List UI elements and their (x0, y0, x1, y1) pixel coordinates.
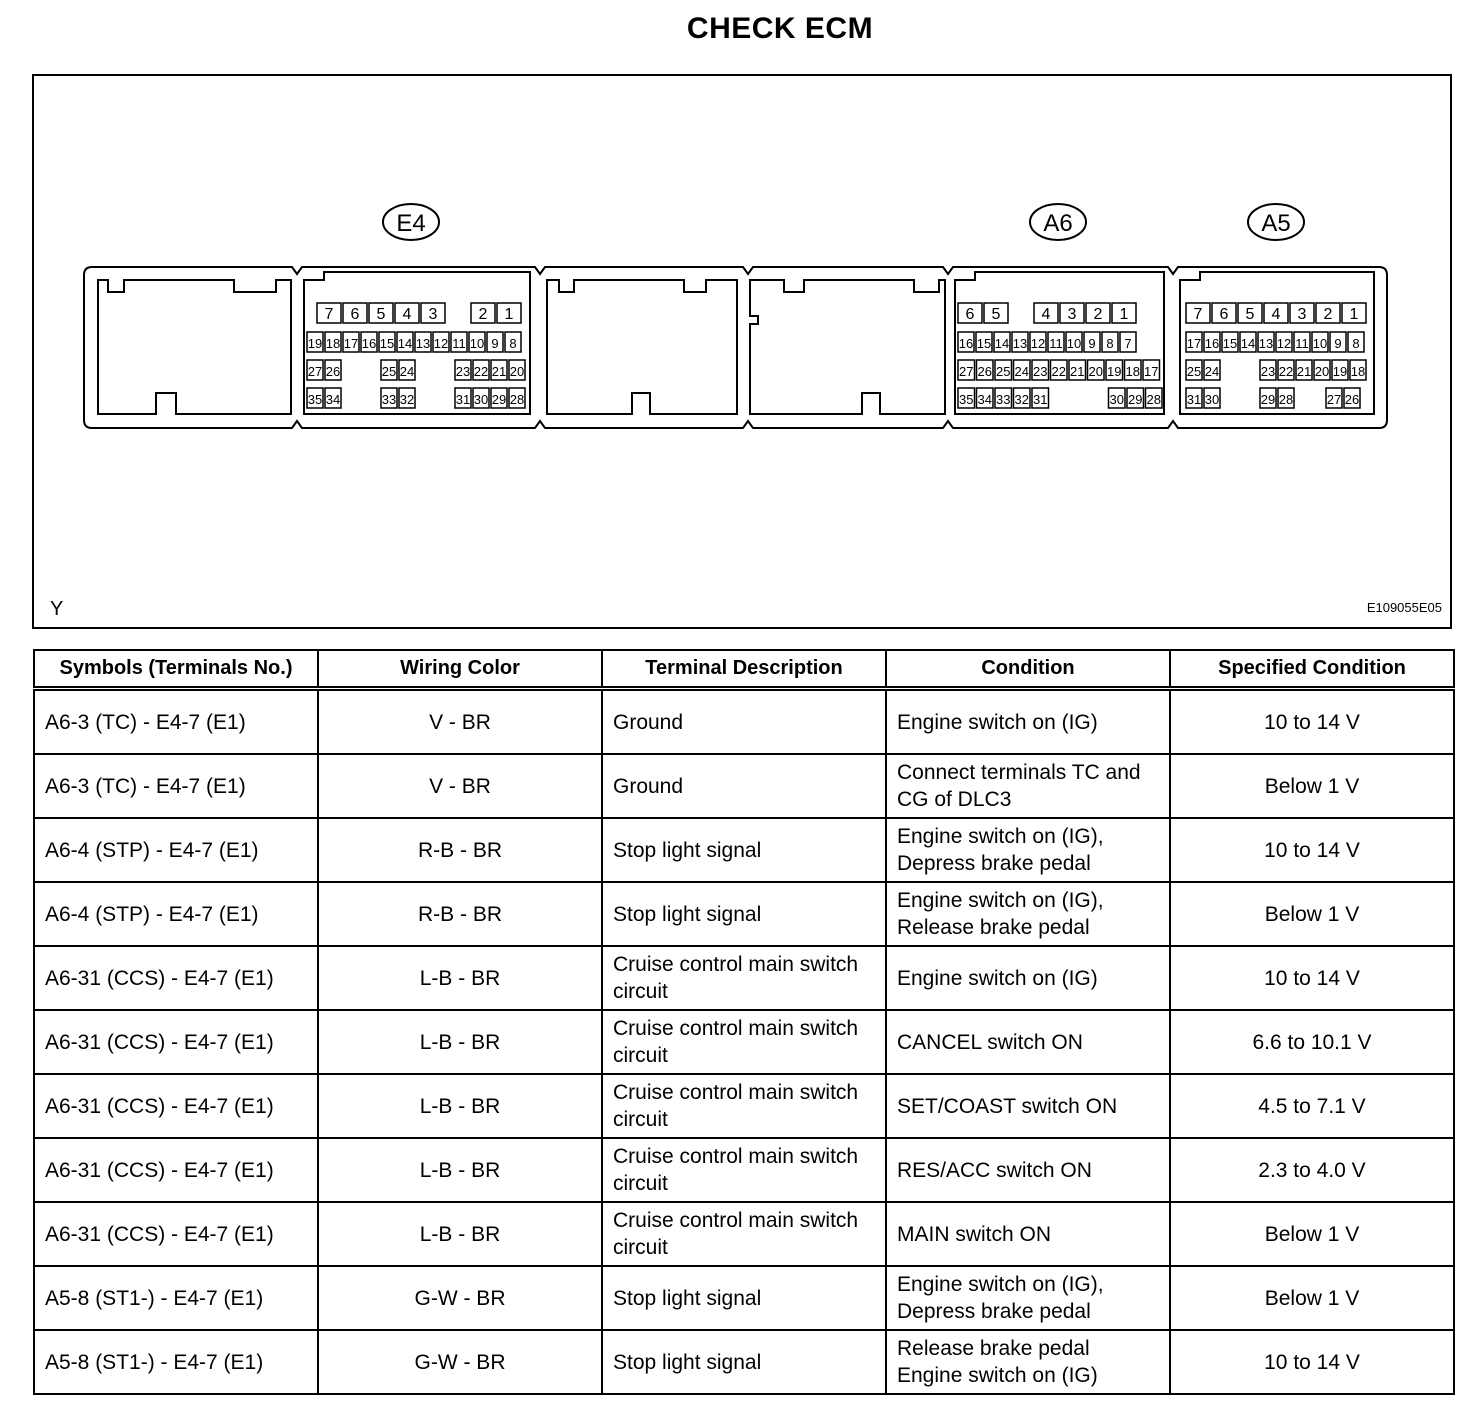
e4-pin-number: 5 (376, 306, 386, 323)
condition-cell (886, 946, 1170, 1010)
a5-pin-number: 31 (1186, 392, 1202, 407)
e4-pin-number: 35 (307, 392, 323, 407)
wiring-color-cell: G-W - BR (318, 1330, 602, 1394)
a5-pin-number: 23 (1260, 364, 1276, 379)
a6-pin-number: 10 (1066, 336, 1082, 351)
a6-pin-number: 33 (996, 392, 1011, 407)
e4-pin-number: 7 (324, 306, 334, 323)
a5-pin-number: 29 (1260, 392, 1276, 407)
e4-pin-number: 8 (509, 336, 517, 351)
terminal-description-cell: Cruise control main switch circuit (602, 946, 886, 1010)
a6-pin-number: 12 (1030, 336, 1046, 351)
a5-pin-number: 11 (1295, 336, 1309, 351)
a6-pin-number: 16 (958, 336, 974, 351)
symbols-cell: A6-31 (CCS) - E4-7 (E1) (34, 1202, 318, 1266)
e4-pin-number: 22 (473, 364, 489, 379)
wiring-color-cell: L-B - BR (318, 1138, 602, 1202)
condition-cell (886, 1266, 1170, 1330)
a6-pin-number: 26 (977, 364, 992, 379)
symbols-cell: A5-8 (ST1-) - E4-7 (E1) (34, 1330, 318, 1394)
a6-pin-number: 15 (976, 336, 992, 351)
a6-pin-number: 30 (1109, 392, 1124, 407)
terminal-description-cell: Cruise control main switch circuit (602, 1074, 886, 1138)
e4-pin-number: 2 (478, 306, 488, 323)
a6-pin-number: 6 (965, 306, 975, 323)
terminal-description-cell: Ground (602, 689, 886, 755)
specified-condition-cell: 10 to 14 V (1170, 1330, 1454, 1394)
symbols-cell: A6-31 (CCS) - E4-7 (E1) (34, 1074, 318, 1138)
table-row (34, 1010, 1454, 1074)
a6-pin-number: 31 (1033, 392, 1048, 407)
a5-pin-number: 15 (1222, 336, 1238, 351)
specified-condition-cell: 4.5 to 7.1 V (1170, 1074, 1454, 1138)
a5-pin-number: 2 (1323, 306, 1333, 323)
a6-pin-number: 8 (1106, 336, 1114, 351)
e4-pin-number: 10 (469, 336, 485, 351)
condition-line-1: CANCEL switch ON (897, 1030, 1083, 1054)
condition-line-2: Depress brake pedal (897, 1300, 1091, 1323)
a5-pin-number: 10 (1312, 336, 1328, 351)
e4-pin-number: 13 (415, 336, 431, 351)
symbols-cell: A5-8 (ST1-) - E4-7 (E1) (34, 1266, 318, 1330)
a5-pin-number: 21 (1296, 364, 1312, 379)
a6-pin-number: 28 (1146, 392, 1161, 407)
blank-cavity-3 (547, 280, 737, 414)
e4-pin-number: 31 (455, 392, 471, 407)
wiring-color-cell: R-B - BR (318, 882, 602, 946)
a5-pin-number: 17 (1186, 336, 1202, 351)
table-row (34, 1138, 1454, 1202)
condition-line-1: Engine switch on (IG), (897, 889, 1104, 912)
a5-pin-number: 6 (1219, 306, 1229, 323)
condition-line-1: Engine switch on (IG) (897, 966, 1098, 990)
a5-pin-number: 24 (1204, 364, 1220, 379)
figure-corner-label: Y (50, 598, 64, 620)
specified-condition-cell: 2.3 to 4.0 V (1170, 1138, 1454, 1202)
terminal-description-cell: Ground (602, 754, 886, 818)
e4-pin-number: 21 (491, 364, 507, 379)
a6-pin-number: 27 (959, 364, 974, 379)
symbols-cell: A6-31 (CCS) - E4-7 (E1) (34, 946, 318, 1010)
a6-pin-number: 3 (1067, 306, 1077, 323)
a6-pin-number: 24 (1014, 364, 1029, 379)
a6-pin-number: 1 (1119, 306, 1129, 323)
condition-line-1: Connect terminals TC and (897, 761, 1141, 784)
e4-pin-number: 16 (361, 336, 377, 351)
a6-pin-number: 13 (1012, 336, 1028, 351)
a6-pin-number: 14 (994, 336, 1010, 351)
a6-pin-number: 32 (1014, 392, 1029, 407)
condition-line-2: Depress brake pedal (897, 852, 1091, 875)
wiring-color-cell: V - BR (318, 689, 602, 755)
e4-pin-number: 30 (473, 392, 489, 407)
terminal-description-cell: Cruise control main switch circuit (602, 1138, 886, 1202)
a5-pin-number: 20 (1314, 364, 1330, 379)
table-row (34, 689, 1454, 755)
terminal-description-cell: Cruise control main switch circuit (602, 1010, 886, 1074)
table-row (34, 1074, 1454, 1138)
a6-pin-number: 21 (1070, 364, 1085, 379)
a6-pin-number: 34 (977, 392, 992, 407)
condition-cell (886, 1330, 1170, 1394)
condition-cell (886, 754, 1170, 818)
symbols-cell: A6-4 (STP) - E4-7 (E1) (34, 882, 318, 946)
condition-line-2: Release brake pedal (897, 916, 1090, 939)
a5-pin-number: 18 (1350, 364, 1366, 379)
terminal-description-cell: Stop light signal (602, 818, 886, 882)
connector-label-e4: E4 (396, 210, 426, 237)
a6-pin-number: 11 (1049, 336, 1063, 351)
specified-condition-cell: 10 to 14 V (1170, 818, 1454, 882)
condition-line-1: Engine switch on (IG) (897, 710, 1098, 734)
wiring-color-cell: L-B - BR (318, 1202, 602, 1266)
e4-pin-number: 12 (433, 336, 449, 351)
table-row (34, 818, 1454, 882)
e4-pin-number: 9 (491, 336, 499, 351)
e4-pin-number: 6 (350, 306, 360, 323)
e4-pin-number: 32 (399, 392, 415, 407)
a6-pin-number: 7 (1124, 336, 1132, 351)
e4-pin-number: 15 (379, 336, 395, 351)
condition-cell (886, 1010, 1170, 1074)
condition-cell (886, 1138, 1170, 1202)
a5-pin-number: 5 (1245, 306, 1255, 323)
a5-pin-number: 14 (1240, 336, 1256, 351)
blank-cavity-4 (750, 280, 945, 414)
a6-pin-number: 9 (1088, 336, 1096, 351)
condition-line-1: Release brake pedal (897, 1337, 1090, 1360)
condition-cell (886, 818, 1170, 882)
wiring-color-cell: L-B - BR (318, 1010, 602, 1074)
a5-pin-number: 25 (1186, 364, 1202, 379)
wiring-color-cell: R-B - BR (318, 818, 602, 882)
terminal-description-cell: Cruise control main switch circuit (602, 1202, 886, 1266)
a6-pin-number: 25 (996, 364, 1011, 379)
terminal-description-cell: Stop light signal (602, 882, 886, 946)
a5-pin-number: 3 (1297, 306, 1307, 323)
terminal-description-cell: Stop light signal (602, 1266, 886, 1330)
specified-condition-cell: 10 to 14 V (1170, 689, 1454, 755)
e4-pin-number: 25 (381, 364, 397, 379)
e4-pin-number: 29 (491, 392, 507, 407)
a5-pin-number: 7 (1193, 306, 1203, 323)
header-terminal-description: Terminal Description (602, 650, 886, 689)
condition-line-1: RES/ACC switch ON (897, 1158, 1092, 1182)
table-row (34, 946, 1454, 1010)
condition-line-2: CG of DLC3 (897, 788, 1012, 811)
a6-pin-number: 20 (1088, 364, 1103, 379)
header-symbols: Symbols (Terminals No.) (34, 650, 318, 689)
a6-pin-number: 22 (1051, 364, 1066, 379)
a5-pin-number: 27 (1326, 392, 1342, 407)
table-row (34, 882, 1454, 946)
specified-condition-cell: Below 1 V (1170, 1266, 1454, 1330)
connector-label-a6: A6 (1043, 210, 1073, 237)
terminal-pins (307, 303, 1366, 408)
specified-condition-cell: 6.6 to 10.1 V (1170, 1010, 1454, 1074)
a5-pin-number: 9 (1334, 336, 1342, 351)
e4-pin-number: 20 (509, 364, 525, 379)
e4-pin-number: 34 (325, 392, 341, 407)
a5-pin-number: 8 (1352, 336, 1360, 351)
wiring-color-cell: L-B - BR (318, 946, 602, 1010)
a5-pin-number: 22 (1278, 364, 1294, 379)
table-row (34, 1266, 1454, 1330)
a6-pin-number: 19 (1107, 364, 1122, 379)
connector-label-a5: A5 (1261, 210, 1291, 237)
a5-pin-number: 26 (1344, 392, 1360, 407)
table-header-row (34, 650, 1454, 689)
symbols-cell: A6-31 (CCS) - E4-7 (E1) (34, 1010, 318, 1074)
condition-line-2: Engine switch on (IG) (897, 1364, 1098, 1387)
a5-pin-number: 1 (1349, 306, 1359, 323)
a5-pin-number: 28 (1278, 392, 1294, 407)
e4-pin-number: 28 (509, 392, 525, 407)
specified-condition-cell: Below 1 V (1170, 754, 1454, 818)
condition-line-1: Engine switch on (IG), (897, 1273, 1104, 1296)
table-row (34, 1330, 1454, 1394)
e4-pin-number: 27 (307, 364, 323, 379)
a5-pin-number: 30 (1204, 392, 1220, 407)
wiring-color-cell: L-B - BR (318, 1074, 602, 1138)
e4-pin-number: 26 (325, 364, 341, 379)
wiring-color-cell: V - BR (318, 754, 602, 818)
table-row (34, 754, 1454, 818)
ecm-connector-diagram (32, 74, 1452, 629)
symbols-cell: A6-3 (TC) - E4-7 (E1) (34, 754, 318, 818)
e4-pin-number: 14 (397, 336, 413, 351)
page-title: CHECK ECM (686, 12, 874, 45)
condition-cell (886, 1202, 1170, 1266)
condition-cell (886, 882, 1170, 946)
e4-pin-number: 24 (399, 364, 415, 379)
e4-pin-number: 18 (325, 336, 341, 351)
header-condition: Condition (886, 650, 1170, 689)
ecm-terminal-table (33, 649, 1455, 1395)
specified-condition-cell: Below 1 V (1170, 1202, 1454, 1266)
a5-pin-number: 13 (1258, 336, 1274, 351)
terminal-description-cell: Stop light signal (602, 1330, 886, 1394)
a6-pin-number: 29 (1128, 392, 1143, 407)
a6-pin-number: 35 (959, 392, 974, 407)
e4-pin-number: 23 (455, 364, 471, 379)
e4-pin-number: 4 (402, 306, 412, 323)
a5-pin-number: 4 (1271, 306, 1281, 323)
connector-drawing (34, 76, 1450, 627)
a5-pin-number: 12 (1276, 336, 1292, 351)
figure-code: E109055E05 (1366, 600, 1442, 615)
table-row (34, 1202, 1454, 1266)
e4-pin-number: 33 (381, 392, 397, 407)
header-wiring-color: Wiring Color (318, 650, 602, 689)
a6-pin-number: 18 (1125, 364, 1140, 379)
e4-pin-number: 3 (428, 306, 438, 323)
specified-condition-cell: 10 to 14 V (1170, 946, 1454, 1010)
symbols-cell: A6-31 (CCS) - E4-7 (E1) (34, 1138, 318, 1202)
specified-condition-cell: Below 1 V (1170, 882, 1454, 946)
condition-line-1: SET/COAST switch ON (897, 1094, 1118, 1118)
a6-pin-number: 2 (1093, 306, 1103, 323)
condition-line-1: MAIN switch ON (897, 1222, 1052, 1246)
symbols-cell: A6-4 (STP) - E4-7 (E1) (34, 818, 318, 882)
condition-cell (886, 1074, 1170, 1138)
a6-pin-number: 5 (991, 306, 1001, 323)
e4-pin-number: 19 (307, 336, 323, 351)
a6-pin-number: 4 (1041, 306, 1051, 323)
header-specified-condition: Specified Condition (1170, 650, 1454, 689)
symbols-cell: A6-3 (TC) - E4-7 (E1) (34, 689, 318, 755)
a6-pin-number: 23 (1033, 364, 1048, 379)
a6-pin-number: 17 (1144, 364, 1159, 379)
blank-cavity-1 (98, 280, 291, 414)
a5-pin-number: 16 (1204, 336, 1220, 351)
e4-pin-number: 11 (452, 336, 466, 351)
wiring-color-cell: G-W - BR (318, 1266, 602, 1330)
e4-pin-number: 17 (343, 336, 359, 351)
e4-pin-number: 1 (504, 306, 514, 323)
a5-pin-number: 19 (1332, 364, 1348, 379)
condition-line-1: Engine switch on (IG), (897, 825, 1104, 848)
condition-cell (886, 689, 1170, 755)
